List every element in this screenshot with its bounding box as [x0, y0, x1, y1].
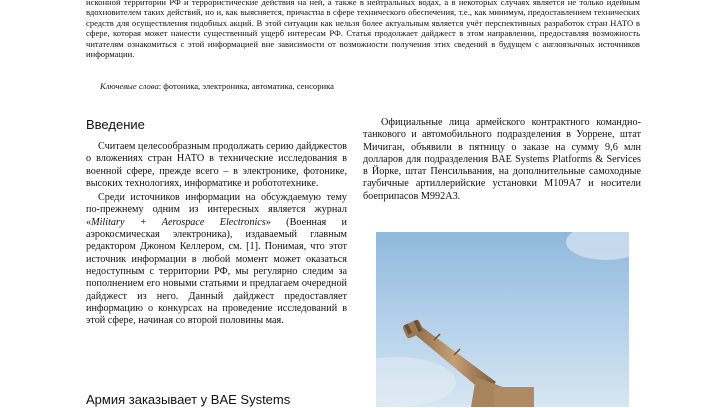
- keywords: [100, 81, 640, 92]
- journal-title: Military + Aerospace Electronics: [91, 216, 266, 228]
- right-column: [363, 117, 641, 203]
- abstract-text: исконной территории РФ и террористические действия на ней, а также в нейтральных водах, а в некоторых случаях является не только идейным вдохновителем таких действий, но и, как выясняется, причастна в сфере технического обеспечения, т.е., как минимум, предоставлением технических средств для осуществления подобных акций. В этой ситуации как нельзя более актуальным является учёт перспективных разработок стран НАТО в сфере, которая может нанести существенный ущерб интересам РФ. Статья продолжает дайджест в этом направлении, предоставляя возможность читателям ознакомиться с этой информацией вне зависимости от возможности получения этих сведений в будущем с англоязычных источников информации.: [86, 0, 640, 60]
- intro-paragraph-2: [86, 192, 347, 327]
- next-section-heading: Армия заказывает у BAE Systems: [86, 392, 291, 407]
- intro-p2-before: Среди источников информации на обсуждаемую тему по-прежнему одним из интересных является журнал «: [86, 192, 347, 228]
- right-paragraph-1: Официальные лица армейского контрактного командно-танкового и автомобильного подразделения в Уоррене, штат Мичиган, объявили в пятницу о заказе на сумму 9,6 млн долларов для подразделения BAE Systems Platforms & Services в Йорке, штат Пенсильвания, на дополнительные самоходные гаубичные артиллерийские установки M109A7 и носители боеприпасов M992A3.: [363, 117, 641, 202]
- howitzer-photo-illustration: [376, 232, 629, 407]
- intro-p2-after: » (Военная и аэрокосмическая электроника), издаваемый главным редактором Джоном Келлером, см. [1]. Понимая, что этот источник информации в любой момент может оказаться недоступным с территории РФ, мы регулярно следим за пополнением его новыми статьями и предлагаем очередной дайджест из него. Данный дайджест предоставляет информацию о конкурсах на проведение исследований в этой сфере, начиная со второй половины мая.: [86, 216, 347, 327]
- keywords-label: Ключевые слова: [100, 81, 159, 91]
- abstract: [86, 0, 640, 59]
- right-body: [363, 117, 641, 203]
- intro-heading: Введение: [86, 117, 145, 132]
- intro-paragraph-1: Считаем целесообразным продолжать серию дайджестов о вложениях стран НАТО в технические исследования в военной сфере, прежде всего – в электронике, фотонике, высоких технологиях, информатике и робототехнике.: [86, 141, 347, 189]
- intro-body: [86, 141, 347, 327]
- howitzer-photo: [376, 232, 629, 407]
- left-column: [86, 117, 347, 329]
- keywords-text: : фотоника, электроника, автоматика, сенсорика: [158, 81, 334, 91]
